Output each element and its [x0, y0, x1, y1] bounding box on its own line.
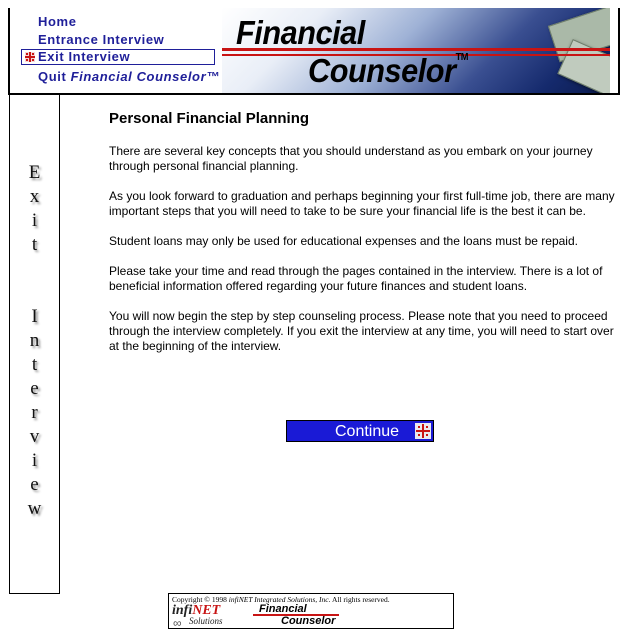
nav-quit-link[interactable]: [38, 69, 220, 84]
infinity-icon: ∞: [173, 616, 182, 629]
nav-quit-prefix: Quit: [38, 69, 71, 84]
sidebar-letter: e: [30, 474, 39, 495]
frame-right-edge: [618, 8, 620, 95]
copyright-prefix: Copyright © 1998: [172, 595, 229, 604]
infinet-logo-solutions: Solutions: [189, 616, 223, 626]
footer-fc-logo-financial: Financial: [259, 603, 307, 615]
sidebar-letter: t: [31, 354, 38, 375]
copyright-company: infiNET Integrated Solutions, Inc.: [228, 595, 331, 604]
top-navigation: [10, 8, 221, 93]
red-cross-icon: [25, 52, 35, 62]
content-paragraph: As you look forward to graduation and perhaps beginning your first full-time job, there are many important steps that you will need to take to be sure your financial life is the best it can be.: [109, 189, 615, 218]
infinet-logo-infi: infi: [172, 603, 193, 618]
nav-home-link[interactable]: Home: [38, 14, 77, 29]
continue-button-label: Continue: [335, 423, 400, 440]
header-banner: [222, 8, 610, 93]
sidebar-letter: i: [31, 450, 38, 471]
sidebar-letter: e: [30, 378, 39, 399]
footer-copyright-box: [168, 593, 454, 629]
page-title: Personal Financial Planning: [109, 110, 310, 127]
banner-title-counselor: [308, 52, 468, 90]
nav-entrance-interview-link[interactable]: Entrance Interview: [38, 32, 165, 47]
banner-title-financial: Financial: [236, 14, 365, 51]
nav-quit-product: Financial Counselor™: [70, 69, 220, 84]
trademark-mark: TM: [455, 52, 469, 63]
sidebar-letter: E: [28, 162, 41, 183]
main-content: [109, 110, 617, 369]
sidebar-letter: I: [31, 306, 38, 327]
sidebar-letter: r: [31, 402, 38, 423]
content-paragraph: You will now begin the step by step counseling process. Please note that you need to proceed through the interview completely. If you exit the interview at any time, you will need to start over at the beginning of the interview.: [109, 309, 614, 353]
nav-exit-label: Exit Interview: [38, 49, 131, 64]
infinet-logo-net: NET: [192, 603, 221, 618]
content-paragraph: There are several key concepts that you should understand as you embark on your journey through personal financial planning.: [109, 144, 593, 173]
sidebar-letter: v: [29, 426, 40, 447]
header-divider: [8, 93, 619, 95]
exit-interview-sidebar: [9, 95, 60, 594]
sidebar-letter: i: [31, 210, 38, 231]
content-paragraph: Please take your time and read through the pages contained in the interview. There is a lot of beneficial information offered regarding your future finances and student loans.: [109, 264, 603, 293]
footer-fc-logo-counselor: Counselor: [281, 615, 336, 627]
continue-button[interactable]: [286, 420, 434, 442]
sidebar-letter: x: [29, 186, 40, 207]
banner-title-counselor-text: Counselor: [308, 52, 456, 89]
nav-exit-interview-link[interactable]: [21, 49, 215, 65]
red-cross-icon: [415, 423, 431, 439]
copyright-suffix: All rights reserved.: [330, 595, 390, 604]
sidebar-letter: t: [31, 234, 38, 255]
sidebar-letter: n: [29, 330, 40, 351]
sidebar-letter: w: [27, 498, 42, 519]
content-paragraph: Student loans may only be used for educational expenses and the loans must be repaid.: [109, 234, 578, 248]
